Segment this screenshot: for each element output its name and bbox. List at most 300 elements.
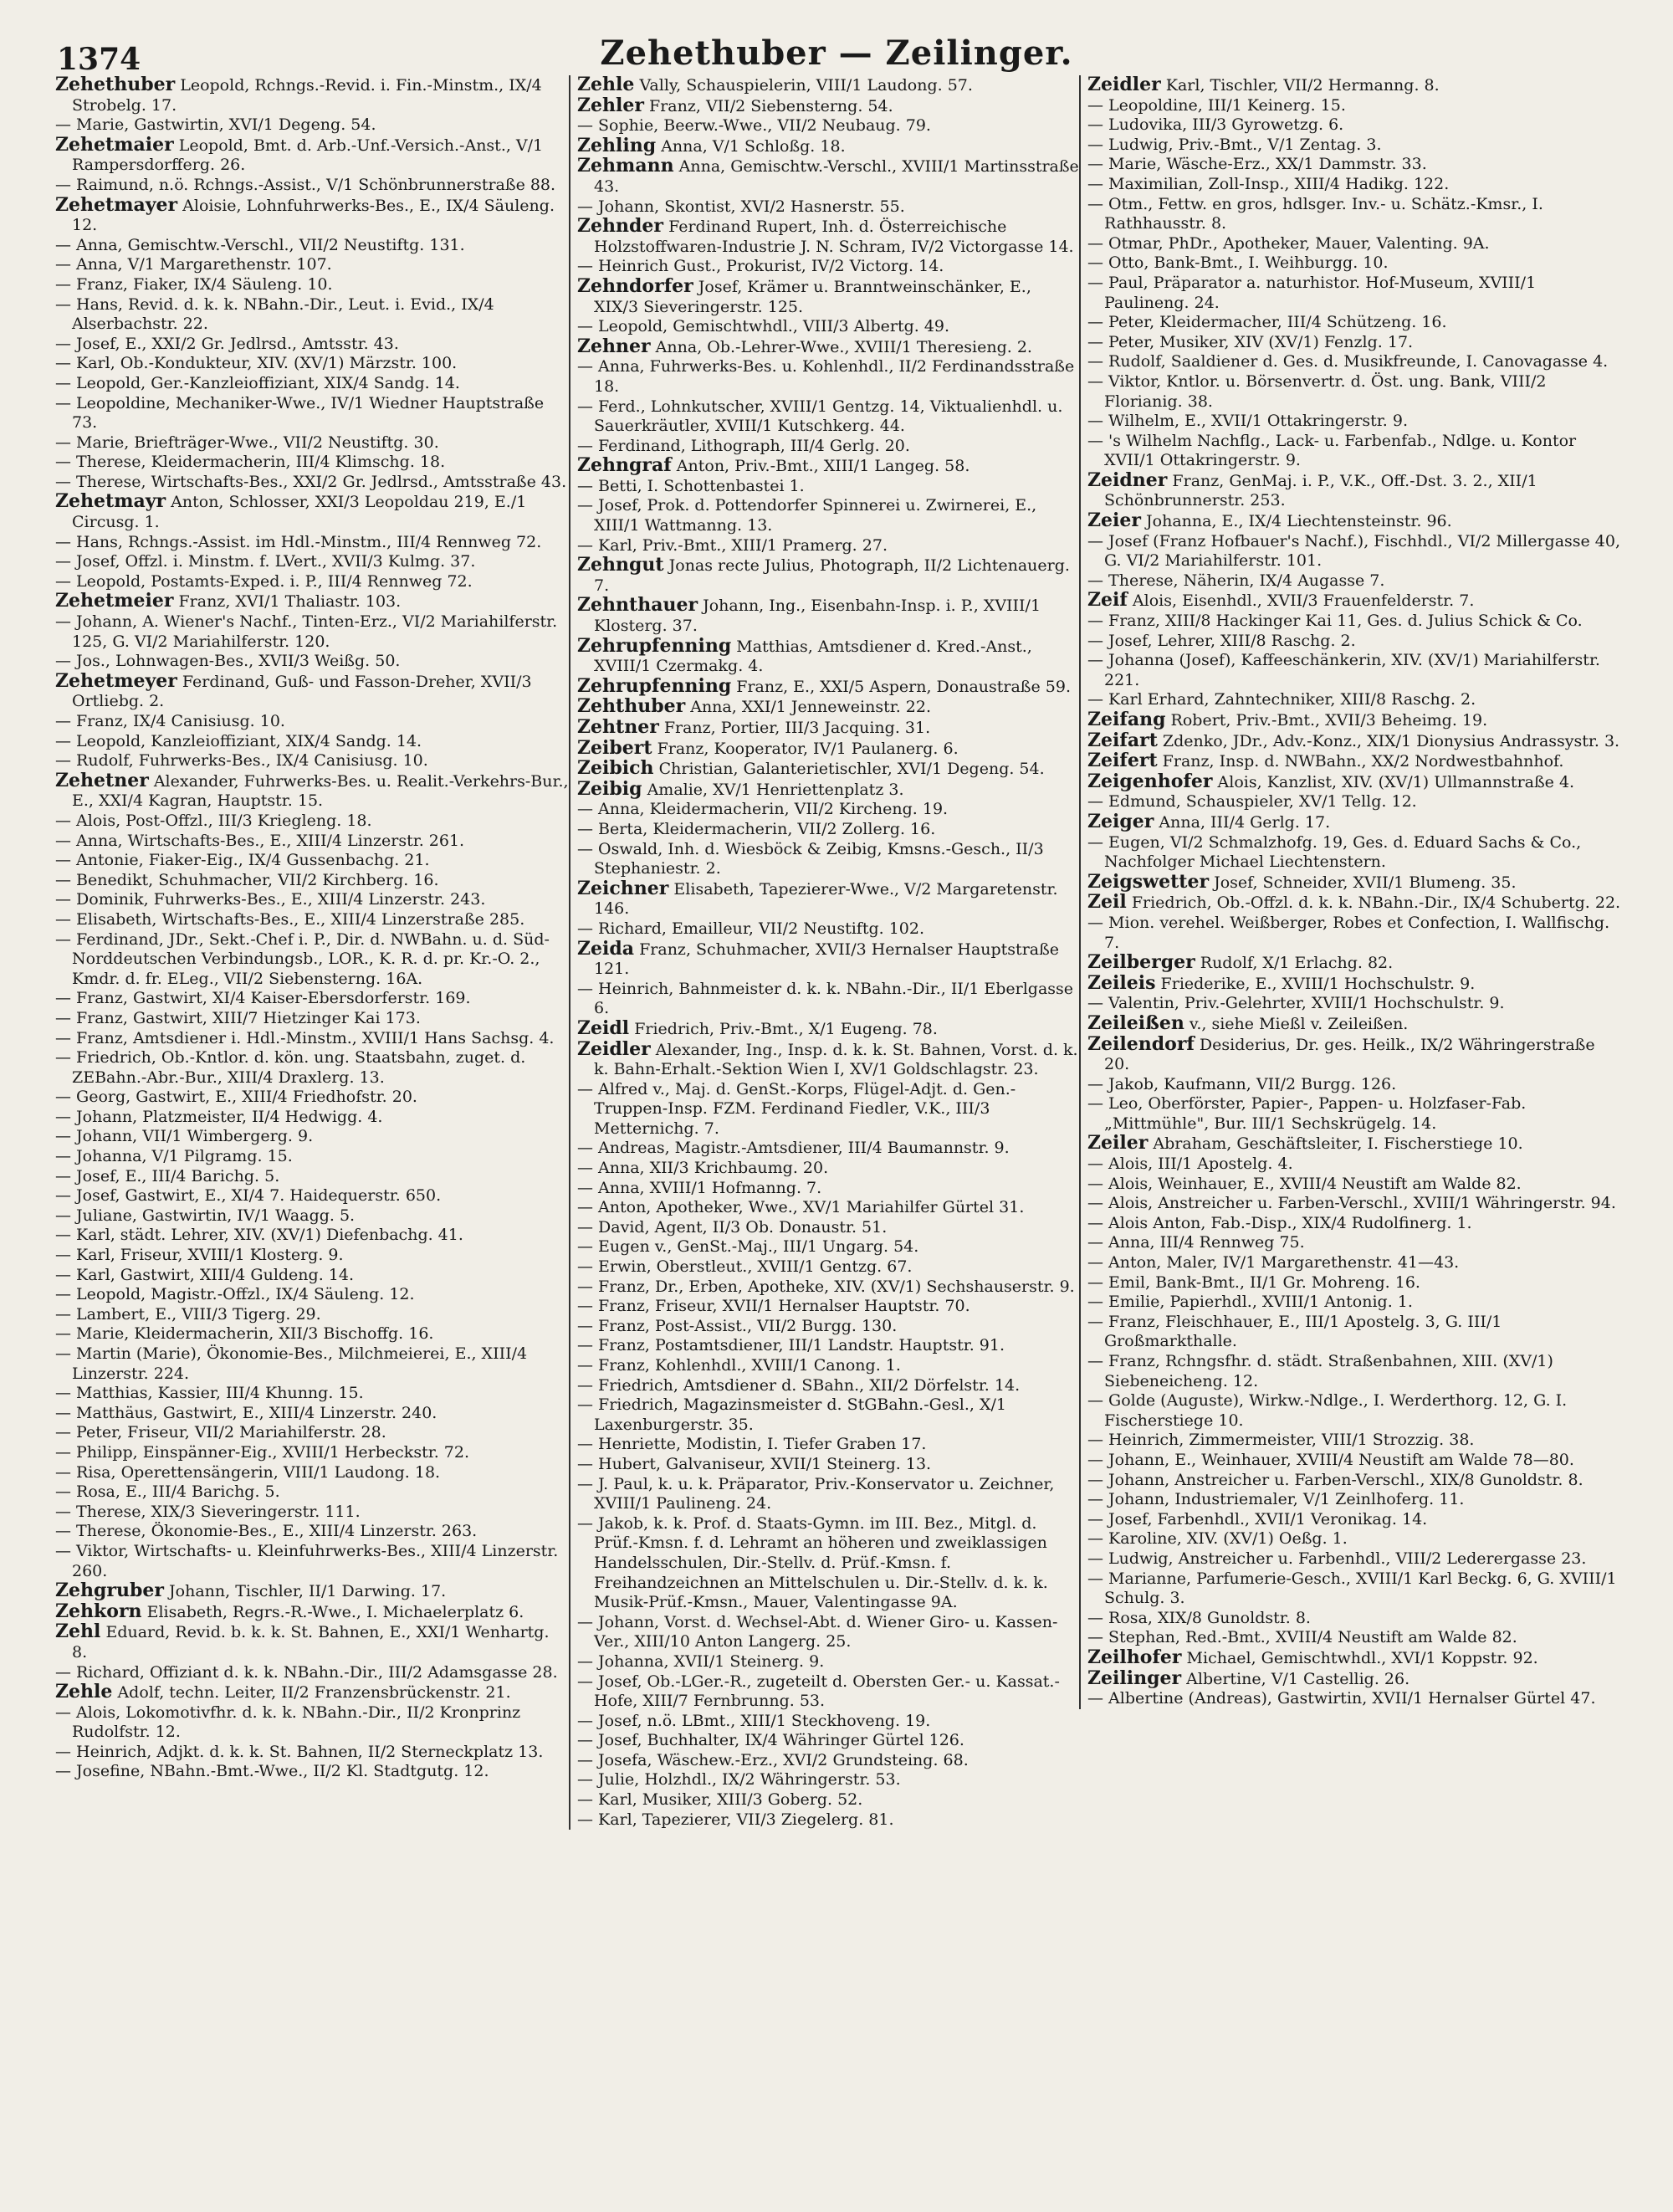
directory-entry xyxy=(1087,195,1623,234)
entry-text: — Josefine, NBahn.-Bmt.-Wwe., II/2 Kl. Stadtgutg. 12. xyxy=(55,1762,489,1781)
entry-text: — Dominik, Fuhrwerks-Bes., E., XIII/4 Linzerstr. 243. xyxy=(55,890,486,909)
entry-text: Alexander, Ing., Insp. d. k. k. St. Bahnen, Vorst. d. k. k. Bahn-Erhalt.-Sektion Wien I, XV/1 Goldschlagstr. 23. xyxy=(594,1040,1078,1079)
directory-entry xyxy=(577,317,1079,337)
surname-heading: Zeidl xyxy=(577,1016,630,1039)
surname-heading: Zeigswetter xyxy=(1087,870,1210,893)
surname-heading: Zeidler xyxy=(1087,74,1161,95)
entry-text: — Leopold, Gemischtwhdl., VIII/3 Albertg. 49. xyxy=(577,317,950,336)
column-middle xyxy=(569,75,1079,1830)
entry-text: Anton, Priv.-Bmt., XIII/1 Langeg. 58. xyxy=(671,457,970,476)
directory-entry xyxy=(577,116,1079,136)
entry-text: — Alois, III/1 Apostelg. 4. xyxy=(1087,1155,1293,1174)
directory-entry xyxy=(1087,274,1623,313)
directory-entry xyxy=(55,989,569,1009)
entry-text: — Hans, Rchngs.-Assist. im Hdl.-Minstm., III/4 Rennweg 72. xyxy=(55,532,542,551)
surname-heading: Zehling xyxy=(577,134,657,156)
entry-text: — Anna, III/4 Rennweg 75. xyxy=(1087,1233,1305,1252)
entry-text: — Franz, Dr., Erben, Apotheke, XIV. (XV/1) Sechshauserstr. 9. xyxy=(577,1277,1075,1296)
directory-entry xyxy=(1087,612,1623,632)
directory-entry xyxy=(577,217,1079,257)
directory-entry xyxy=(577,357,1079,397)
entry-text: — Leopoldine, Mechaniker-Wwe., IV/1 Wiedner Hauptstraße 73. xyxy=(55,393,545,433)
directory-entry xyxy=(577,1376,1079,1396)
directory-entry xyxy=(55,751,569,771)
entry-text: — Viktor, Wirtschafts- u. Kleinfuhrwerks-Bes., XIII/4 Linzerstr. 260. xyxy=(55,1541,559,1580)
directory-entry xyxy=(1087,1293,1623,1313)
directory-entry xyxy=(55,652,569,672)
directory-entry xyxy=(577,1139,1079,1159)
surname-heading: Zeier xyxy=(1087,509,1142,532)
entry-text: Elisabeth, Regrs.-R.-Wwe., I. Michaelerplatz 6. xyxy=(141,1602,524,1621)
directory-entry xyxy=(55,1246,569,1266)
directory-entry xyxy=(55,712,569,732)
entry-text: Franz, Portier, III/3 Jacquing. 31. xyxy=(658,719,931,737)
entry-text: — Andreas, Magistr.-Amtsdiener, III/4 Baumannstr. 9. xyxy=(577,1139,1010,1158)
surname-heading: Zeibich xyxy=(577,757,654,780)
directory-entry xyxy=(577,1455,1079,1475)
directory-entry xyxy=(1087,136,1623,156)
directory-entry xyxy=(577,736,1079,760)
entry-text: — Matthäus, Gastwirt, E., XIII/4 Linzerstr. 240. xyxy=(55,1403,437,1422)
entry-text: — Franz, Fleischhauer, E., III/1 Apostelg. 3, G. III/1 Großmarkthalle. xyxy=(1087,1312,1502,1351)
directory-entry xyxy=(1087,971,1623,995)
entry-text: — Sophie, Beerw.-Wwe., VII/2 Neubaug. 79. xyxy=(577,116,931,136)
directory-entry xyxy=(55,1226,569,1246)
entry-text: — Richard, Emailleur, VII/2 Neustiftg. 102. xyxy=(577,919,924,938)
entry-text: — Franz, Postamtsdiener, III/1 Landstr. Hauptstr. 91. xyxy=(577,1336,1005,1355)
directory-entry xyxy=(577,1751,1079,1771)
entry-text: — Leopold, Kanzleioffiziant, XIX/4 Sandg. 14. xyxy=(55,731,422,750)
surname-heading: Zehkorn xyxy=(55,1600,142,1622)
surname-heading: Zeilendorf xyxy=(1087,1032,1195,1055)
entry-text: — Josef, Prok. d. Pottendorfer Spinnerei u. Zwirnerei, E., XIII/1 Wattmanng. 13. xyxy=(577,496,1037,535)
entry-text: Desiderius, Dr. ges. Heilk., IX/2 Währingerstraße 20. xyxy=(1104,1035,1595,1074)
entry-text: — Benedikt, Schuhmacher, VII/2 Kirchberg. 16. xyxy=(55,870,439,889)
entry-text: — Karoline, XIV. (XV/1) Oeßg. 1. xyxy=(1087,1529,1348,1549)
directory-entry xyxy=(1087,372,1623,412)
surname-heading: Zehgruber xyxy=(55,1580,164,1602)
directory-entry xyxy=(55,572,569,592)
entry-text: — Juliane, Gastwirtin, IV/1 Waagg. 5. xyxy=(55,1206,356,1225)
surname-heading: Zehnder xyxy=(577,215,664,238)
directory-entry xyxy=(55,433,569,453)
directory-entry xyxy=(1087,571,1623,591)
entry-text: — Leopold, Ger.-Kanzleioffiziant, XIX/4 Sandg. 14. xyxy=(55,373,460,392)
directory-entry xyxy=(577,274,1079,317)
surname-heading: Zeil xyxy=(1087,891,1127,914)
entry-text: — Heinrich, Bahnmeister d. k. k. NBahn.-Dir., II/1 Eberlgasse 6. xyxy=(577,979,1074,1018)
directory-entry xyxy=(1087,1471,1623,1491)
surname-heading: Zeichner xyxy=(577,877,669,899)
directory-entry xyxy=(55,1762,569,1782)
entry-text: — Karl, Gastwirt, XIII/4 Guldeng. 14. xyxy=(55,1265,354,1284)
entry-text: — Johann, Anstreicher u. Farben-Verschl., XIX/8 Gunoldstr. 8. xyxy=(1087,1470,1583,1489)
surname-heading: Zehetmayr xyxy=(55,490,166,513)
directory-entry xyxy=(1087,1451,1623,1471)
directory-entry xyxy=(577,437,1079,457)
entry-text: — Anton, Maler, IV/1 Margarethenstr. 41—43. xyxy=(1087,1253,1460,1272)
directory-entry xyxy=(1087,1431,1623,1451)
entry-text: Johann, Tischler, II/1 Darwing. 17. xyxy=(164,1582,447,1601)
entry-text: — Risa, Operettensängerin, VIII/1 Laudong. 18. xyxy=(55,1462,441,1482)
directory-entry xyxy=(577,1080,1079,1139)
directory-entry xyxy=(55,1088,569,1108)
entry-text: — Therese, Ökonomie-Bes., E., XIII/4 Linzerstr. 263. xyxy=(55,1522,478,1541)
entry-text: — Rudolf, Saaldiener d. Ges. d. Musikfreunde, I. Canovagasse 4. xyxy=(1087,352,1609,371)
entry-text: — Erwin, Oberstleut., XVIII/1 Gentzg. 67. xyxy=(577,1257,913,1277)
directory-entry xyxy=(577,337,1079,358)
directory-entry xyxy=(1087,1628,1623,1648)
directory-entry xyxy=(55,732,569,752)
entry-text: — Stephan, Red.-Bmt., XVIII/4 Neustift am Walde 82. xyxy=(1087,1628,1517,1647)
directory-entry xyxy=(1087,690,1623,710)
entry-text: — Franz, Friseur, XVII/1 Hernalser Hauptstr. 70. xyxy=(577,1297,970,1316)
entry-text: Rudolf, X/1 Erlachg. 82. xyxy=(1195,954,1394,973)
directory-entry xyxy=(577,937,1079,980)
surname-heading: Zehle xyxy=(55,1681,113,1703)
directory-entry xyxy=(577,257,1079,277)
surname-heading: Zehetner xyxy=(55,769,149,791)
surname-heading: Zehler xyxy=(577,94,644,116)
entry-text: — Mion. verehel. Weißberger, Robes et Confection, I. Wallfischg. 7. xyxy=(1087,913,1610,952)
entry-text: — Heinrich Gust., Prokurist, IV/2 Victorg. 14. xyxy=(577,257,944,276)
entry-text: — Georg, Gastwirt, E., XIII/4 Friedhofstr. 20. xyxy=(55,1088,417,1107)
surname-heading: Zehrupfenning xyxy=(577,634,732,657)
entry-text: — Franz, Gastwirt, XIII/7 Hietzinger Kai 173. xyxy=(55,1008,421,1027)
entry-text: — Johann, E., Weinhauer, XVIII/4 Neustift am Walde 78—80. xyxy=(1087,1450,1574,1469)
entry-text: — Hans, Revid. d. k. k. NBahn.-Dir., Leut. i. Evid., IX/4 Alserbachstr. 22. xyxy=(55,294,494,334)
entry-text: — Josef, Lehrer, XIII/8 Raschg. 2. xyxy=(1087,631,1356,650)
directory-entry xyxy=(1087,1609,1623,1629)
surname-heading: Zehner xyxy=(577,335,651,357)
entry-text: — Otm., Fettw. en gros, hdlsger. Inv.- u. Schätz.-Kmsr., I. Rathhausstr. 8. xyxy=(1087,194,1543,233)
entry-text: — Anton, Apotheker, Wwe., XV/1 Mariahilfer Gürtel 31. xyxy=(577,1198,1025,1217)
surname-heading: Zeidler xyxy=(577,1037,651,1060)
directory-entry xyxy=(55,552,569,572)
entry-text: — Friedrich, Ob.-Kntlor. d. kön. ung. Staatsbahn, zuget. d. ZEBahn.-Abr.-Bur., XIII/4 Draxlerg. 13. xyxy=(55,1048,526,1087)
directory-entry xyxy=(55,1285,569,1305)
directory-entry xyxy=(1087,1253,1623,1273)
directory-entry xyxy=(1087,632,1623,652)
directory-entry xyxy=(1087,333,1623,353)
entry-text: — Oswald, Inh. d. Wiesböck & Zeibig, Kmsns.-Gesch., II/3 Stephaniestr. 2. xyxy=(577,839,1044,878)
directory-entry xyxy=(577,1790,1079,1810)
directory-entry xyxy=(577,1770,1079,1790)
entry-text: — Karl, Ob.-Kondukteur, XIV. (XV/1) Märzstr. 100. xyxy=(55,354,458,373)
surname-heading: Zehnthauer xyxy=(577,594,698,617)
entry-text: Franz, GenMaj. i. P., V.K., Off.-Dst. 3. 2., XII/1 Schönbrunnerstr. 253. xyxy=(1104,471,1537,510)
directory-entry xyxy=(577,477,1079,497)
directory-entry xyxy=(1087,731,1623,752)
entry-text: — Otto, Bank-Bmt., I. Weihburgg. 10. xyxy=(1087,253,1389,273)
directory-entry xyxy=(55,1186,569,1206)
entry-text: Ferdinand Rupert, Inh. d. Österreichische Holzstoffwaren-Industrie J. N. Schram, IV/2 Victorgasse 14. xyxy=(594,218,1074,256)
directory-entry xyxy=(577,556,1079,596)
directory-entry xyxy=(55,236,569,256)
entry-text: Adolf, techn. Leiter, II/2 Franzensbrückenstr. 21. xyxy=(112,1683,511,1703)
entry-text: — Elisabeth, Wirtschafts-Bes., E., XIII/4 Linzerstraße 285. xyxy=(55,909,525,929)
entry-text: — Josef, Farbenhdl., XVII/1 Veronikag. 14. xyxy=(1087,1509,1428,1528)
directory-entry xyxy=(577,1297,1079,1317)
entry-text: Anna, V/1 Schloßg. 18. xyxy=(656,136,846,156)
entry-text: Alois, Kanzlist, XIV. (XV/1) Ullmannstraße 4. xyxy=(1212,772,1575,791)
entry-text: — Marie, Gastwirtin, XVI/1 Degeng. 54. xyxy=(55,115,376,135)
directory-entry xyxy=(55,1266,569,1286)
directory-entry xyxy=(55,1305,569,1325)
surname-heading: Zehngut xyxy=(577,554,664,576)
directory-entry xyxy=(1087,471,1623,511)
entry-text: Alois, Eisenhdl., XVII/3 Frauenfelderstr. 7. xyxy=(1127,591,1475,611)
entry-text: Anton, Schlosser, XXI/3 Leopoldau 219, E./1 Circusg. 1. xyxy=(72,493,527,532)
entry-text: Matthias, Amtsdiener d. Kred.-Anst., XVIII/1 Czermakg. 4. xyxy=(594,637,1032,676)
surname-heading: Zehngraf xyxy=(577,454,672,477)
entry-text: — Karl, Musiker, XIII/3 Goberg. 52. xyxy=(577,1790,863,1810)
surname-heading: Zeiger xyxy=(1087,810,1154,832)
directory-entry xyxy=(577,1731,1079,1751)
entry-text: — Lambert, E., VIII/3 Tigerg. 29. xyxy=(55,1304,321,1324)
directory-entry xyxy=(55,473,569,493)
directory-entry xyxy=(1087,710,1623,731)
entry-text: Anna, III/4 Gerlg. 17. xyxy=(1154,812,1331,832)
directory-entry xyxy=(577,136,1079,157)
surname-heading: Zeida xyxy=(577,937,635,960)
directory-entry xyxy=(1087,1549,1623,1569)
entry-text: — Alois Anton, Fab.-Disp., XIX/4 Rudolfinerg. 1. xyxy=(1087,1213,1472,1232)
directory-entry xyxy=(55,1463,569,1483)
entry-text: — Wilhelm, E., XVII/1 Ottakringerstr. 9. xyxy=(1087,412,1408,431)
entry-text: — Therese, XIX/3 Sieveringerstr. 111. xyxy=(55,1502,361,1521)
entry-text: — J. Paul, k. u. k. Präparator, Priv.-Konservator u. Zeichner, XVIII/1 Paulineng. 24. xyxy=(577,1474,1055,1513)
entry-text: — Otmar, PhDr., Apotheker, Mauer, Valenting. 9A. xyxy=(1087,233,1490,253)
entry-text: — Ferd., Lohnkutscher, XVIII/1 Gentzg. 14, Viktualienhdl. u. Sauerkräutler, XVIII/1 Kutschkerg. 44. xyxy=(577,397,1063,436)
entry-text: — Karl, Friseur, XVIII/1 Klosterg. 9. xyxy=(55,1246,344,1265)
directory-entry xyxy=(55,930,569,990)
entry-text: — Josef, Offzl. i. Minstm. f. LVert., XVII/3 Kulmg. 37. xyxy=(55,552,476,571)
directory-entry xyxy=(1087,1094,1623,1134)
directory-entry xyxy=(577,759,1079,780)
directory-entry xyxy=(55,75,569,115)
directory-entry xyxy=(55,1663,569,1683)
entry-text: — Marie, Wäsche-Erz., XX/1 Dammstr. 33. xyxy=(1087,155,1427,174)
entry-text: — Alois, Weinhauer, E., XVIII/4 Neustift am Walde 82. xyxy=(1087,1174,1522,1193)
directory-entry xyxy=(1087,1313,1623,1352)
directory-entry xyxy=(577,156,1079,197)
entry-text: Michael, Gemischtwhdl., XVI/1 Koppstr. 92. xyxy=(1181,1648,1538,1667)
directory-entry xyxy=(577,1810,1079,1831)
surname-heading: Zeif xyxy=(1087,589,1128,612)
directory-entry xyxy=(1087,1273,1623,1293)
entry-text: — Johanna, XVII/1 Steinerg. 9. xyxy=(577,1651,825,1671)
directory-entry xyxy=(55,1344,569,1384)
directory-entry xyxy=(55,1147,569,1167)
directory-entry xyxy=(1087,833,1623,873)
entry-text: — Johann, Industriemaler, V/1 Zeinlhoferg. 11. xyxy=(1087,1490,1465,1509)
directory-entry xyxy=(55,1743,569,1763)
entry-text: Alexander, Fuhrwerks-Bes. u. Realit.-Verkehrs-Bur., E., XXI/4 Kagran, Hauptstr. 15. xyxy=(72,771,569,811)
directory-entry xyxy=(55,851,569,871)
surname-heading: Zehmann xyxy=(577,155,674,177)
entry-text: — Karl, städt. Lehrer, XIV. (XV/1) Diefenbachg. 41. xyxy=(55,1226,463,1245)
entry-text: — 's Wilhelm Nachflg., Lack- u. Farbenfab., Ndlge. u. Kontor XVII/1 Ottakringerstr. 9. xyxy=(1087,431,1577,470)
entry-text: — Johann, A. Wiener's Nachf., Tinten-Erz., VI/2 Mariahilferstr. 125, G. VI/2 Mariahilferstr. 120. xyxy=(55,612,558,651)
entry-text: Friedrich, Priv.-Bmt., X/1 Eugeng. 78. xyxy=(629,1019,938,1038)
surname-heading: Zeibert xyxy=(577,736,652,759)
entry-text: — Josef, E., XXI/2 Gr. Jedlrsd., Amtsstr. 43. xyxy=(55,334,399,353)
directory-entry xyxy=(577,718,1079,739)
entry-text: — Philipp, Einspänner-Eig., XVIII/1 Herbeckstr. 72. xyxy=(55,1442,469,1462)
directory-entry xyxy=(577,879,1079,919)
directory-entry xyxy=(1087,75,1623,96)
surname-heading: Zeifart xyxy=(1087,729,1158,751)
directory-entry xyxy=(577,634,1079,677)
column-right xyxy=(1079,75,1623,1709)
surname-heading: Zehetmeier xyxy=(55,590,174,612)
entry-text: — Edmund, Schauspieler, XV/1 Tellg. 12. xyxy=(1087,792,1417,812)
entry-text: Franz, Kooperator, IV/1 Paulanerg. 6. xyxy=(652,739,959,758)
directory-entry xyxy=(55,1581,569,1602)
entry-text: — Marianne, Parfumerie-Gesch., XVIII/1 Karl Beckg. 6, G. XVIII/1 Schulg. 3. xyxy=(1087,1569,1617,1608)
entry-text: — Anna, XII/3 Krichbaumg. 20. xyxy=(577,1159,829,1178)
entry-text: — Johann, Skontist, XVI/2 Hasnerstr. 55. xyxy=(577,197,905,216)
entry-text: Jonas recte Julius, Photograph, II/2 Lichtenauerg. 7. xyxy=(594,556,1070,595)
directory-entry xyxy=(1087,1569,1623,1609)
directory-entry xyxy=(1087,792,1623,812)
directory-entry xyxy=(577,1475,1079,1514)
directory-entry xyxy=(1087,953,1623,974)
entry-text: Aloisie, Lohnfuhrwerks-Bes., E., IX/4 Säuleng. 12. xyxy=(72,196,555,235)
directory-entry xyxy=(55,1703,569,1743)
entry-text: — Ferdinand, Lithograph, III/4 Gerlg. 20. xyxy=(577,436,910,455)
entry-text: — Therese, Näherin, IX/4 Augasse 7. xyxy=(1087,571,1385,590)
entry-text: Franz, VII/2 Siebensterng. 54. xyxy=(644,96,893,115)
surname-heading: Zeilberger xyxy=(1087,951,1195,974)
entry-text: Elisabeth, Tapezierer-Wwe., V/2 Margaretenstr. 146. xyxy=(594,879,1058,919)
entry-text: — Leopold, Magistr.-Offzl., IX/4 Säuleng. 12. xyxy=(55,1285,415,1304)
entry-text: — Josef, E., III/4 Barichg. 5. xyxy=(55,1166,280,1185)
directory-entry xyxy=(55,890,569,910)
entry-text: v., siehe Mießl v. Zeileißen. xyxy=(1184,1014,1409,1033)
directory-entry xyxy=(1087,914,1623,953)
entry-text: — Johann, VII/1 Wimbergerg. 9. xyxy=(55,1127,314,1146)
entry-text: — Franz, Post-Assist., VII/2 Burgg. 130. xyxy=(577,1316,898,1335)
entry-text: Josef, Schneider, XVII/1 Blumeng. 35. xyxy=(1209,873,1517,892)
entry-text: — Paul, Präparator a. naturhistor. Hof-Museum, XVIII/1 Paulineng. 24. xyxy=(1087,273,1537,312)
directory-entry xyxy=(577,1652,1079,1672)
directory-entry xyxy=(55,1423,569,1443)
surname-heading: Zeiler xyxy=(1087,1132,1149,1155)
directory-entry xyxy=(577,1218,1079,1238)
entry-text: — Josef, Ob.-LGer.-R., zugeteilt d. Obersten Ger.- u. Kassat.-Hofe, XIII/7 Fernbrunng. 53. xyxy=(577,1672,1060,1711)
entry-text: Franz, Insp. d. NWBahn., XX/2 Nordwestbahnhof. xyxy=(1157,752,1564,771)
directory-entry xyxy=(1087,1175,1623,1195)
directory-entry xyxy=(55,1404,569,1424)
directory-entry xyxy=(577,840,1079,879)
directory-entry xyxy=(1087,1233,1623,1253)
directory-entry xyxy=(55,1167,569,1187)
surname-heading: Zeileis xyxy=(1087,971,1156,994)
entry-text: — Valentin, Priv.-Gelehrter, XVIII/1 Hochschulstr. 9. xyxy=(1087,994,1505,1013)
entry-text: — Marie, Briefträger-Wwe., VII/2 Neustiftg. 30. xyxy=(55,433,439,452)
entry-text: — David, Agent, II/3 Ob. Donaustr. 51. xyxy=(577,1217,888,1237)
directory-entry xyxy=(1087,234,1623,254)
entry-text: — Anna, XVIII/1 Hofmanng. 7. xyxy=(577,1178,822,1197)
directory-entry xyxy=(55,1048,569,1088)
directory-entry xyxy=(577,1257,1079,1278)
directory-entry xyxy=(55,669,569,712)
entry-text: Friederike, E., XVIII/1 Hochschulstr. 9. xyxy=(1155,974,1476,993)
directory-entry xyxy=(55,832,569,852)
directory-entry xyxy=(55,812,569,832)
directory-entry xyxy=(55,1108,569,1128)
directory-entry xyxy=(1087,1155,1623,1175)
entry-text: — Ferdinand, JDr., Sekt.-Chef i. P., Dir. d. NWBahn. u. d. Süd-Norddeutschen Verbindungsb., LOR., K. R. d. pr. Kr.-O. 2., Kmdr. d. fr. ELeg., VII/2 Siebensterng. 16A. xyxy=(55,929,550,988)
entry-text: Anna, Ob.-Lehrer-Wwe., XVIII/1 Theresieng. 2. xyxy=(650,337,1032,356)
entry-text: Christian, Galanterietischler, XVI/1 Degeng. 54. xyxy=(653,760,1045,779)
surname-heading: Zeidner xyxy=(1087,469,1168,491)
directory-entry xyxy=(1087,1011,1623,1035)
directory-entry xyxy=(577,1278,1079,1298)
entry-text: — Therese, Kleidermacherin, III/4 Klimschg. 18. xyxy=(55,453,446,472)
entry-text: — Johanna, V/1 Pilgramg. 15. xyxy=(55,1147,293,1166)
directory-entry xyxy=(1087,812,1623,833)
entry-text: — Johanna (Josef), Kaffeeschänkerin, XIV. (XV/1) Mariahilferstr. 221. xyxy=(1087,651,1600,689)
entry-text: — Franz, Kohlenhdl., XVIII/1 Canong. 1. xyxy=(577,1356,901,1375)
directory-entry xyxy=(55,771,569,812)
directory-entry xyxy=(55,453,569,473)
directory-entry xyxy=(1087,313,1623,333)
entry-text: — Ludwig, Priv.-Bmt., V/1 Zentag. 3. xyxy=(1087,135,1382,154)
directory-entry xyxy=(55,275,569,295)
directory-entry xyxy=(577,919,1079,940)
entry-text: — Peter, Friseur, VII/2 Mariahilferstr. 28. xyxy=(55,1423,386,1442)
directory-entry xyxy=(55,492,569,532)
entry-text: — Karl, Priv.-Bmt., XIII/1 Pramerg. 27. xyxy=(577,535,888,555)
directory-entry xyxy=(577,1356,1079,1376)
entry-text: — Johann, Platzmeister, II/4 Hedwigg. 4. xyxy=(55,1107,383,1126)
entry-text: Franz, XVI/1 Thaliastr. 103. xyxy=(173,592,402,612)
directory-entry xyxy=(577,96,1079,117)
entry-text: — Karl, Tapezierer, VII/3 Ziegelerg. 81. xyxy=(577,1810,894,1829)
entry-text: — Leopold, Postamts-Exped. i. P., III/4 Rennweg 72. xyxy=(55,571,473,591)
entry-text: Vally, Schauspielerin, VIII/1 Laudong. 57. xyxy=(634,76,973,95)
entry-text: — Heinrich, Zimmermeister, VIII/1 Strozzig. 38. xyxy=(1087,1431,1475,1450)
entry-text: — Anna, Gemischtw.-Verschl., VII/2 Neustiftg. 131. xyxy=(55,235,465,254)
entry-text: Johanna, E., IX/4 Liechtensteinstr. 96. xyxy=(1141,512,1452,531)
surname-heading: Zeifert xyxy=(1087,750,1158,772)
directory-entry xyxy=(1087,412,1623,432)
entry-text: — Josef (Franz Hofbauer's Nachf.), Fischhdl., VI/2 Millergasse 40, G. VI/2 Mariahilferstr. 101. xyxy=(1087,531,1621,571)
entry-text: — Anna, Fuhrwerks-Bes. u. Kohlenhdl., II/2 Ferdinandsstraße 18. xyxy=(577,357,1075,396)
entry-text: — Josef, n.ö. LBmt., XIII/1 Steckhoveng. 19. xyxy=(577,1711,931,1730)
directory-entry xyxy=(577,1435,1079,1455)
surname-heading: Zehtner xyxy=(577,716,659,738)
entry-text: — Josef, Buchhalter, IX/4 Währinger Gürtel 126. xyxy=(577,1731,964,1750)
entry-text: Zdenko, JDr., Adv.-Konz., XIX/1 Dionysius Andrassystr. 3. xyxy=(1157,731,1620,750)
directory-entry xyxy=(1087,751,1623,772)
entry-text: — Matthias, Kassier, III/4 Khunng. 15. xyxy=(55,1384,364,1403)
directory-entry xyxy=(1087,115,1623,136)
directory-entry xyxy=(1087,591,1623,612)
entry-text: — Jakob, Kaufmann, VII/2 Burgg. 126. xyxy=(1087,1074,1397,1093)
entry-text: — Golde (Auguste), Wirkw.-Ndlge., I. Werderthorg. 12, G. I. Fischerstiege 10. xyxy=(1087,1391,1568,1430)
directory-entry xyxy=(55,1009,569,1029)
entry-text: — Johann, Vorst. d. Wechsel-Abt. d. Wiener Giro- u. Kassen-Ver., XIII/10 Anton Langerg. 25. xyxy=(577,1612,1058,1651)
directory-entry xyxy=(1087,1032,1623,1075)
entry-text: — Hubert, Galvaniseur, XVII/1 Steinerg. 13. xyxy=(577,1454,932,1473)
directory-entry xyxy=(1087,1391,1623,1431)
entry-text: — Anna, Kleidermacherin, VII/2 Kircheng. 19. xyxy=(577,800,949,819)
entry-text: Anna, Gemischtw.-Verschl., XVIII/1 Martinsstraße 43. xyxy=(594,157,1079,196)
